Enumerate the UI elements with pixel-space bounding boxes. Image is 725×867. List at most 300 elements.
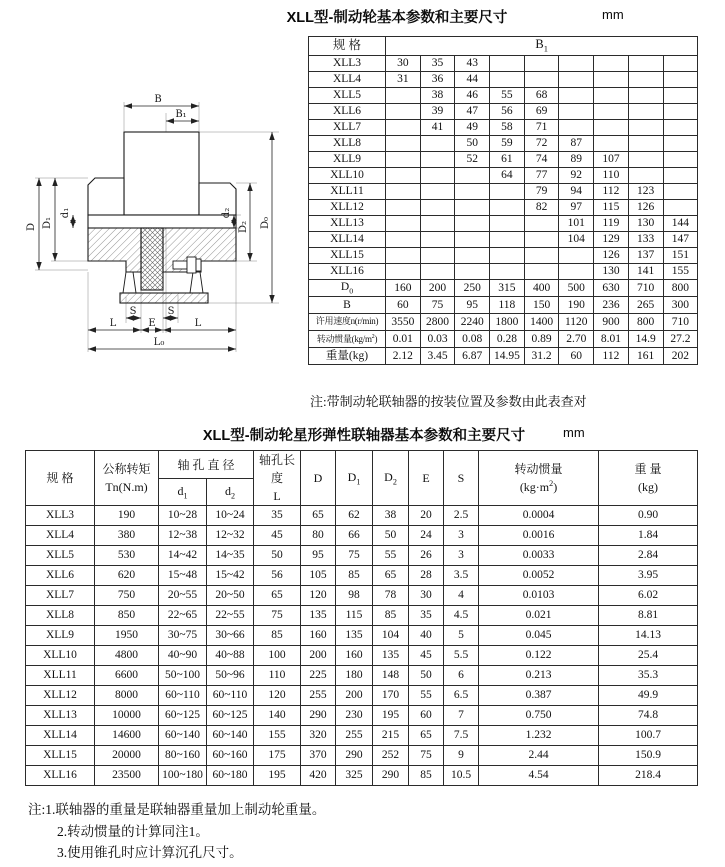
table1-title: XLL型-制动轮基本参数和主要尺寸 bbox=[286, 10, 508, 26]
table1-cell: 0.89 bbox=[524, 331, 559, 348]
table2-cell: 60~110 bbox=[207, 686, 254, 706]
table1-cell: 110 bbox=[594, 168, 629, 184]
table1-cell: 0.01 bbox=[386, 331, 421, 348]
table2-cell: 12~32 bbox=[207, 526, 254, 546]
table1-cell: 137 bbox=[628, 248, 663, 264]
table2-cell: 14.13 bbox=[599, 626, 698, 646]
table1-row-label: XLL7 bbox=[309, 120, 386, 136]
table2-spec-header: 规 格 bbox=[26, 451, 95, 506]
coupling-section-drawing bbox=[25, 65, 305, 395]
table1-cell bbox=[386, 264, 421, 280]
table1-cell: 41 bbox=[420, 120, 455, 136]
footnotes bbox=[28, 799, 325, 864]
table2-cell: 0.0103 bbox=[479, 586, 599, 606]
table2-cell: 24 bbox=[409, 526, 444, 546]
table2-cell: 85 bbox=[254, 626, 301, 646]
table1-cell: 87 bbox=[559, 136, 594, 152]
table2-d1-header: $d_1$ bbox=[159, 479, 207, 506]
table1-row bbox=[309, 136, 698, 152]
table2-cell: 60~140 bbox=[159, 726, 207, 746]
table2-cell: 135 bbox=[373, 646, 409, 666]
table2-row bbox=[26, 666, 698, 686]
table1-cell: 710 bbox=[628, 280, 663, 297]
table2-cell: 1.232 bbox=[479, 726, 599, 746]
table1-cell: 202 bbox=[663, 348, 698, 365]
table2-cell: 22~65 bbox=[159, 606, 207, 626]
table2-spec-cell: XLL16 bbox=[26, 766, 95, 786]
table1-cell: 31 bbox=[386, 72, 421, 88]
table1-row bbox=[309, 72, 698, 88]
table2-cell: 60~160 bbox=[207, 746, 254, 766]
table2-cell: 0.0033 bbox=[479, 546, 599, 566]
table2-cell: 60 bbox=[409, 706, 444, 726]
table2-cell: 150.9 bbox=[599, 746, 698, 766]
table2-cell: 3.5 bbox=[444, 566, 479, 586]
table1-param-row bbox=[309, 348, 698, 365]
table2-cell: 0.0052 bbox=[479, 566, 599, 586]
table1-cell bbox=[594, 104, 629, 120]
table2-cell: 60~180 bbox=[207, 766, 254, 786]
table1-row-label: XLL6 bbox=[309, 104, 386, 120]
table2-weight-header: 重 量 (kg) bbox=[599, 451, 698, 506]
table1-cell bbox=[594, 56, 629, 72]
dim-label-B: B bbox=[154, 94, 162, 105]
table1-cell bbox=[455, 184, 490, 200]
table1-cell bbox=[663, 88, 698, 104]
table1-cell: 68 bbox=[524, 88, 559, 104]
table2-cell: 160 bbox=[336, 646, 373, 666]
table2-cell: 5.5 bbox=[444, 646, 479, 666]
table2-cell: 0.213 bbox=[479, 666, 599, 686]
table2-cell: 0.90 bbox=[599, 506, 698, 526]
table1-cell bbox=[559, 120, 594, 136]
table1-cell bbox=[420, 152, 455, 168]
table1-cell bbox=[386, 152, 421, 168]
table2-cell: 78 bbox=[373, 586, 409, 606]
table1-cell: 6.87 bbox=[455, 348, 490, 365]
table1-row bbox=[309, 56, 698, 72]
table1-cell bbox=[386, 232, 421, 248]
table2-cell: 140 bbox=[254, 706, 301, 726]
table2-spec-cell: XLL14 bbox=[26, 726, 95, 746]
table1-cell bbox=[594, 88, 629, 104]
table2-D-header: D bbox=[301, 451, 336, 506]
table1-cell bbox=[420, 136, 455, 152]
table1-cell bbox=[455, 248, 490, 264]
table1-cell: 50 bbox=[455, 136, 490, 152]
table2-spec-cell: XLL9 bbox=[26, 626, 95, 646]
table1-param-row bbox=[309, 314, 698, 331]
table2-cell: 10~28 bbox=[159, 506, 207, 526]
table1-cell: 14.9 bbox=[628, 331, 663, 348]
table2-cell: 325 bbox=[336, 766, 373, 786]
brake-wheel-rim bbox=[124, 132, 199, 215]
table1-cell bbox=[663, 120, 698, 136]
table1-cell bbox=[386, 168, 421, 184]
table1-cell: 69 bbox=[524, 104, 559, 120]
table1-cell bbox=[490, 72, 525, 88]
table1-cell bbox=[559, 56, 594, 72]
table1-cell: 250 bbox=[455, 280, 490, 297]
table1-cell: 160 bbox=[386, 280, 421, 297]
table2-inertia-header: 转动惯量 $(kg\cdot m^2)$ bbox=[479, 451, 599, 506]
table2-cell: 2.5 bbox=[444, 506, 479, 526]
table1-row-label: XLL9 bbox=[309, 152, 386, 168]
table2-cell: 255 bbox=[336, 726, 373, 746]
left-hub-section bbox=[88, 228, 141, 272]
table1-cell bbox=[386, 88, 421, 104]
table1-cell: 265 bbox=[628, 297, 663, 314]
table2-spec-cell: XLL12 bbox=[26, 686, 95, 706]
table1-row-label: XLL15 bbox=[309, 248, 386, 264]
table2-cell: 110 bbox=[254, 666, 301, 686]
table1-row-label: XLL16 bbox=[309, 264, 386, 280]
table2-cell: 50 bbox=[254, 546, 301, 566]
table2-cell: 218.4 bbox=[599, 766, 698, 786]
table2-cell: 80~160 bbox=[159, 746, 207, 766]
table1-cell bbox=[524, 72, 559, 88]
table1-cell bbox=[490, 248, 525, 264]
table1-cell: 1800 bbox=[490, 314, 525, 331]
table1-cell bbox=[628, 136, 663, 152]
table1-cell: 27.2 bbox=[663, 331, 698, 348]
table2-spec-cell: XLL10 bbox=[26, 646, 95, 666]
table2-cell: 40 bbox=[409, 626, 444, 646]
table1-cell bbox=[663, 168, 698, 184]
table2-cell: 20~50 bbox=[207, 586, 254, 606]
table1-cell: 64 bbox=[490, 168, 525, 184]
table1-cell: 60 bbox=[559, 348, 594, 365]
table2-cell: 0.0004 bbox=[479, 506, 599, 526]
table2-row bbox=[26, 506, 698, 526]
table2-cell: 0.387 bbox=[479, 686, 599, 706]
table2-cell: 45 bbox=[409, 646, 444, 666]
table2-cell: 26 bbox=[409, 546, 444, 566]
table2-cell: 56 bbox=[254, 566, 301, 586]
table2-row bbox=[26, 586, 698, 606]
table1-cell: 1400 bbox=[524, 314, 559, 331]
left-hub-flange bbox=[88, 178, 124, 215]
table1-cell bbox=[663, 136, 698, 152]
table1-row bbox=[309, 264, 698, 280]
table1-cell: 300 bbox=[663, 297, 698, 314]
table2-cell: 290 bbox=[301, 706, 336, 726]
table1-cell bbox=[386, 200, 421, 216]
table1-cell: 71 bbox=[524, 120, 559, 136]
table1-cell: 112 bbox=[594, 348, 629, 365]
table1-cell bbox=[559, 72, 594, 88]
table2-cell: 0.0016 bbox=[479, 526, 599, 546]
table1-cell: 190 bbox=[559, 297, 594, 314]
table2-cell: 95 bbox=[301, 546, 336, 566]
table2-spec-cell: XLL7 bbox=[26, 586, 95, 606]
table2-cell: 14600 bbox=[95, 726, 159, 746]
table2-cell: 25.4 bbox=[599, 646, 698, 666]
table2-cell: 4.5 bbox=[444, 606, 479, 626]
table2-cell: 1.84 bbox=[599, 526, 698, 546]
table2-cell: 80 bbox=[301, 526, 336, 546]
table1-cell: 126 bbox=[594, 248, 629, 264]
table2-cell: 60~110 bbox=[159, 686, 207, 706]
table2-cell: 225 bbox=[301, 666, 336, 686]
table1-cell bbox=[628, 104, 663, 120]
table2-row bbox=[26, 626, 698, 646]
coupling-params-table bbox=[25, 450, 698, 786]
dim-label-L-right: L bbox=[194, 318, 202, 329]
table2-cell: 195 bbox=[254, 766, 301, 786]
table1-cell: 39 bbox=[420, 104, 455, 120]
table2-cell: 75 bbox=[409, 746, 444, 766]
table2-cell: 8000 bbox=[95, 686, 159, 706]
table1-cell: 800 bbox=[628, 314, 663, 331]
table1-cell bbox=[490, 232, 525, 248]
table2-row bbox=[26, 646, 698, 666]
table2-cell: 65 bbox=[254, 586, 301, 606]
table1-cell bbox=[559, 248, 594, 264]
table2-cell: 190 bbox=[95, 506, 159, 526]
table1-cell: 55 bbox=[490, 88, 525, 104]
table1-cell: 58 bbox=[490, 120, 525, 136]
table1-cell: 3.45 bbox=[420, 348, 455, 365]
table2-cell: 380 bbox=[95, 526, 159, 546]
table1-row-label: 许用速度n(r/min) bbox=[309, 314, 386, 331]
table2-cell: 290 bbox=[336, 746, 373, 766]
table2-cell: 30 bbox=[409, 586, 444, 606]
table1-cell: 97 bbox=[559, 200, 594, 216]
table2-cell: 6.02 bbox=[599, 586, 698, 606]
table1-cell: 630 bbox=[594, 280, 629, 297]
table2-bore-dia-header: 轴 孔 直 径 bbox=[159, 451, 254, 479]
table2-cell: 20 bbox=[409, 506, 444, 526]
table2-title: XLL型-制动轮星形弹性联轴器基本参数和主要尺寸 bbox=[202, 428, 526, 444]
table1-cell: 94 bbox=[559, 184, 594, 200]
table2-bore-len-header: 轴孔长度 L bbox=[254, 451, 301, 506]
table2-cell: 85 bbox=[373, 606, 409, 626]
table1-cell bbox=[455, 264, 490, 280]
table1-cell: 130 bbox=[628, 216, 663, 232]
table1-param-row bbox=[309, 331, 698, 348]
table1-cell bbox=[420, 200, 455, 216]
table1-cell: 44 bbox=[455, 72, 490, 88]
table2-cell: 180 bbox=[336, 666, 373, 686]
table1-cell: 30 bbox=[386, 56, 421, 72]
table1-cell: 151 bbox=[663, 248, 698, 264]
table1-cell: 123 bbox=[628, 184, 663, 200]
table1-cell: 900 bbox=[594, 314, 629, 331]
dim-label-D1: D₁ bbox=[42, 216, 53, 230]
table2-spec-cell: XLL5 bbox=[26, 546, 95, 566]
table2-cell: 252 bbox=[373, 746, 409, 766]
table1-cell bbox=[628, 72, 663, 88]
table2-cell: 6600 bbox=[95, 666, 159, 686]
table1-cell: 46 bbox=[455, 88, 490, 104]
table2-cell: 10~24 bbox=[207, 506, 254, 526]
dim-label-L-left: L bbox=[109, 318, 117, 329]
table1-cell bbox=[420, 184, 455, 200]
table2-cell: 320 bbox=[301, 726, 336, 746]
table1-cell bbox=[663, 152, 698, 168]
table2-cell: 50~96 bbox=[207, 666, 254, 686]
table1-row bbox=[309, 216, 698, 232]
table2-cell: 38 bbox=[373, 506, 409, 526]
table1-cell bbox=[386, 104, 421, 120]
table1-cell bbox=[594, 136, 629, 152]
table1-row bbox=[309, 88, 698, 104]
table2-cell: 100~180 bbox=[159, 766, 207, 786]
table1-cell bbox=[490, 264, 525, 280]
table2-cell: 230 bbox=[336, 706, 373, 726]
table1-cell: 61 bbox=[490, 152, 525, 168]
table2-spec-cell: XLL15 bbox=[26, 746, 95, 766]
table2-cell: 60~125 bbox=[207, 706, 254, 726]
table2-cell: 420 bbox=[301, 766, 336, 786]
table2-cell: 9 bbox=[444, 746, 479, 766]
table2-cell: 195 bbox=[373, 706, 409, 726]
table2-cell: 15~48 bbox=[159, 566, 207, 586]
table1-cell: 3550 bbox=[386, 314, 421, 331]
table1-cell: 92 bbox=[559, 168, 594, 184]
table2-cell: 290 bbox=[373, 766, 409, 786]
table1-cell: 155 bbox=[663, 264, 698, 280]
table2-header-row-1 bbox=[26, 451, 698, 479]
table2-cell: 7 bbox=[444, 706, 479, 726]
table1-cell: 43 bbox=[455, 56, 490, 72]
table2-cell: 0.045 bbox=[479, 626, 599, 646]
table2-cell: 75 bbox=[336, 546, 373, 566]
table2-cell: 20~55 bbox=[159, 586, 207, 606]
table2-spec-cell: XLL8 bbox=[26, 606, 95, 626]
table2-spec-cell: XLL6 bbox=[26, 566, 95, 586]
table1-cell bbox=[386, 136, 421, 152]
table1-cell bbox=[490, 200, 525, 216]
table2-cell: 4 bbox=[444, 586, 479, 606]
table1-cell: 8.01 bbox=[594, 331, 629, 348]
table2-cell: 3 bbox=[444, 526, 479, 546]
table2-cell: 65 bbox=[409, 726, 444, 746]
table1-cell bbox=[420, 264, 455, 280]
table1-row-label: XLL4 bbox=[309, 72, 386, 88]
table1-cell: 1120 bbox=[559, 314, 594, 331]
table1-row bbox=[309, 200, 698, 216]
table1-cell bbox=[455, 232, 490, 248]
table1-cell bbox=[386, 120, 421, 136]
table2-cell: 2.84 bbox=[599, 546, 698, 566]
dim-label-L0: L₀ bbox=[153, 337, 165, 348]
table2-cell: 45 bbox=[254, 526, 301, 546]
table2-cell: 85 bbox=[409, 766, 444, 786]
table1-cell: 144 bbox=[663, 216, 698, 232]
table2-cell: 135 bbox=[336, 626, 373, 646]
table2-cell: 22~55 bbox=[207, 606, 254, 626]
footnote-1: 注:1.联轴器的重量是联轴器重量加上制动轮重量。 bbox=[28, 802, 326, 817]
table1-cell: 147 bbox=[663, 232, 698, 248]
table1-row-label: 重量(kg) bbox=[309, 348, 386, 365]
table1-cell bbox=[524, 264, 559, 280]
table2-row bbox=[26, 746, 698, 766]
table2-cell: 55 bbox=[409, 686, 444, 706]
table2-cell: 1950 bbox=[95, 626, 159, 646]
table2-cell: 5 bbox=[444, 626, 479, 646]
table1-cell: 0.08 bbox=[455, 331, 490, 348]
table2-cell: 8.81 bbox=[599, 606, 698, 626]
table2-spec-cell: XLL11 bbox=[26, 666, 95, 686]
table2-cell: 14~35 bbox=[207, 546, 254, 566]
table1-row-label: XLL11 bbox=[309, 184, 386, 200]
table1-cell: 38 bbox=[420, 88, 455, 104]
table1-cell bbox=[594, 120, 629, 136]
table1-spec-header: 规 格 bbox=[309, 37, 386, 56]
table1-cell: 31.2 bbox=[524, 348, 559, 365]
table2-cell: 4800 bbox=[95, 646, 159, 666]
table2-cell: 7.5 bbox=[444, 726, 479, 746]
table1-cell bbox=[524, 216, 559, 232]
table2-cell: 3.95 bbox=[599, 566, 698, 586]
table2-cell: 100.7 bbox=[599, 726, 698, 746]
dim-label-d1: d₁ bbox=[60, 207, 71, 219]
table2-cell: 4.54 bbox=[479, 766, 599, 786]
table1-cell: 107 bbox=[594, 152, 629, 168]
table1-row bbox=[309, 120, 698, 136]
table2-cell: 370 bbox=[301, 746, 336, 766]
table2-torque-header: 公称转矩 Tn(N.m) bbox=[95, 451, 159, 506]
table1-cell bbox=[420, 168, 455, 184]
footnote-3: 3.使用锥孔时应计算沉孔尺寸。 bbox=[57, 845, 243, 860]
table1-cell bbox=[663, 56, 698, 72]
table2-cell: 12~38 bbox=[159, 526, 207, 546]
table2-cell: 215 bbox=[373, 726, 409, 746]
table1-row bbox=[309, 152, 698, 168]
table2-cell: 750 bbox=[95, 586, 159, 606]
footnote-2: 2.转动惯量的计算同注1。 bbox=[57, 823, 209, 839]
table2-d2-header: $d_2$ bbox=[207, 479, 254, 506]
dim-label-E: E bbox=[148, 318, 156, 329]
table1-note: 注:带制动轮联轴器的按装位置及参数由此表查对 bbox=[310, 394, 587, 409]
table2-cell: 75 bbox=[254, 606, 301, 626]
dim-label-S-left: S bbox=[129, 306, 137, 317]
dim-label-D2: D₂ bbox=[238, 220, 249, 234]
table1-row-label: XLL14 bbox=[309, 232, 386, 248]
table1-cell: 400 bbox=[524, 280, 559, 297]
table2-row bbox=[26, 566, 698, 586]
table1-cell bbox=[628, 88, 663, 104]
table1-row-label: B bbox=[309, 297, 386, 314]
table1-cell bbox=[559, 264, 594, 280]
table1-cell: 89 bbox=[559, 152, 594, 168]
table1-unit: mm bbox=[602, 7, 624, 22]
table2-cell: 10.5 bbox=[444, 766, 479, 786]
table1-cell bbox=[455, 168, 490, 184]
table1-cell: 130 bbox=[594, 264, 629, 280]
table1-cell bbox=[594, 72, 629, 88]
table2-S-header: S bbox=[444, 451, 479, 506]
table1-cell: 101 bbox=[559, 216, 594, 232]
table2-cell: 200 bbox=[301, 646, 336, 666]
table1-row bbox=[309, 232, 698, 248]
table2-cell: 135 bbox=[301, 606, 336, 626]
table2-cell: 6 bbox=[444, 666, 479, 686]
table1-cell bbox=[455, 216, 490, 232]
table1-cell bbox=[559, 88, 594, 104]
table2-cell: 530 bbox=[95, 546, 159, 566]
table1-cell: 74 bbox=[524, 152, 559, 168]
table1-cell: 36 bbox=[420, 72, 455, 88]
table2-cell: 105 bbox=[301, 566, 336, 586]
table2-cell: 60~140 bbox=[207, 726, 254, 746]
table1-cell: 2.70 bbox=[559, 331, 594, 348]
table2-cell: 120 bbox=[301, 586, 336, 606]
table1-cell: 47 bbox=[455, 104, 490, 120]
table2-cell: 50 bbox=[373, 526, 409, 546]
